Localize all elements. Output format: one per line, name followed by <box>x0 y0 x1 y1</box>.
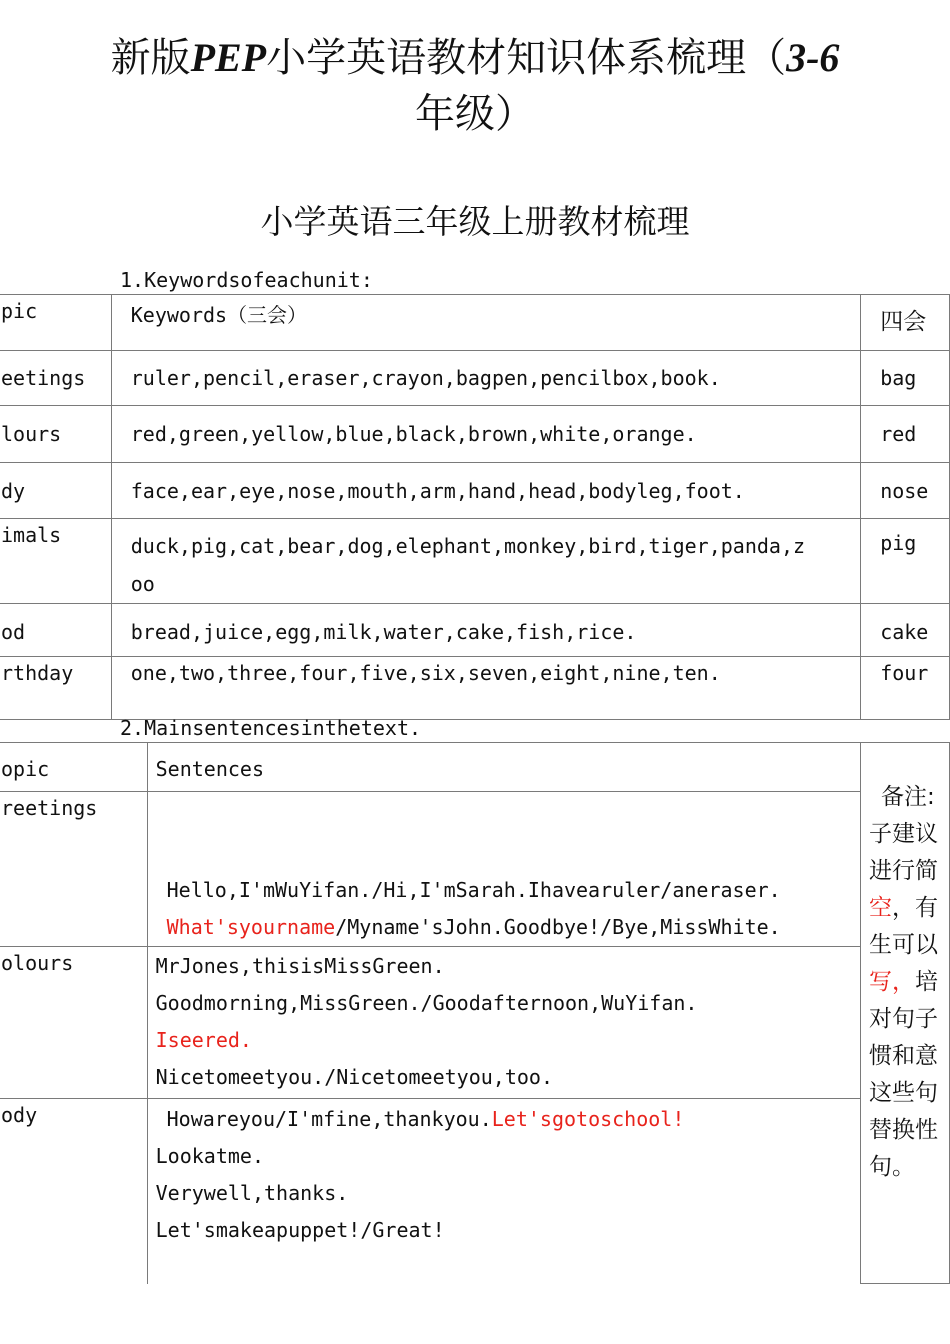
header-cell <box>861 295 950 351</box>
note-line: 替换性 <box>869 1117 939 1143</box>
row-four: red <box>880 422 917 446</box>
table-cell <box>861 351 950 406</box>
table-cell <box>111 519 860 604</box>
table-cell <box>0 947 147 1099</box>
table-cell <box>0 657 111 720</box>
table-row <box>0 792 950 947</box>
header-keywords: Keywords（三会） <box>130 303 308 327</box>
table-cell <box>0 1099 147 1284</box>
table-cell <box>147 947 860 1099</box>
table-cell <box>111 657 860 720</box>
sentence-line: Let'smakeapuppet!/Great! <box>155 1218 445 1242</box>
row-topic: od <box>1 620 26 644</box>
table-row <box>0 657 950 720</box>
row-topic: dy <box>1 479 26 503</box>
row-four: bag <box>880 366 917 390</box>
sentence-line: Nicetomeetyou./Nicetomeetyou,too. <box>155 1065 553 1089</box>
table-row <box>0 1099 950 1284</box>
table-cell <box>0 604 111 657</box>
row-keywords-wrap: oo <box>130 572 155 596</box>
sentence-line: Lookatme. <box>155 1144 264 1168</box>
note-line: ，有 <box>892 895 939 921</box>
sentence-highlight: Iseered. <box>155 1028 252 1052</box>
title-line-2: 年级） <box>415 91 535 137</box>
note-line: 备注: <box>881 784 943 810</box>
row-topic: imals <box>1 523 62 547</box>
sentence-highlight: What'syourname <box>166 915 336 939</box>
document-subtitle: 小学英语三年级上册教材梳理 <box>260 202 690 241</box>
header-cell <box>147 743 860 792</box>
sentence-highlight: Let'sgotoschool! <box>491 1107 685 1131</box>
table-cell <box>861 657 950 720</box>
row-four: nose <box>880 479 929 503</box>
header-cell <box>0 743 147 792</box>
sentence-line: Howareyou/I'mfine,thankyou. <box>166 1107 492 1131</box>
row-four: four <box>880 661 929 685</box>
row-topic: ody <box>1 1103 38 1127</box>
keywords-table <box>0 294 950 720</box>
row-keywords: face,ear,eye,nose,mouth,arm,hand,head,bodyleg,foot. <box>130 479 745 503</box>
row-topic: eetings <box>1 366 86 390</box>
table-cell <box>111 604 860 657</box>
note-line: 这些句 <box>869 1080 939 1106</box>
section-2-label: 2.Mainsentencesinthetext. <box>120 716 422 740</box>
table-cell <box>0 351 111 406</box>
table-row <box>0 406 950 463</box>
row-keywords: duck,pig,cat,bear,dog,elephant,monkey,bird,tiger,panda,z <box>130 534 806 558</box>
table-cell <box>147 1099 860 1284</box>
section-1-label: 1.Keywordsofeachunit: <box>120 268 373 292</box>
table-cell <box>0 792 147 947</box>
header-four-skills: 四会 <box>880 309 927 335</box>
table-cell <box>111 463 860 519</box>
note-line-highlight: 空 <box>869 895 893 921</box>
note-line: 惯和意 <box>869 1043 939 1069</box>
sentences-table <box>0 742 950 1284</box>
table-cell <box>861 463 950 519</box>
row-keywords: red,green,yellow,blue,black,brown,white,orange. <box>130 422 697 446</box>
note-line: 子建议 <box>869 821 939 847</box>
row-four: pig <box>880 531 917 555</box>
title-grades: 3-6 <box>786 35 840 80</box>
table-cell <box>861 406 950 463</box>
table-row <box>0 463 950 519</box>
table-cell <box>0 406 111 463</box>
table-cell <box>111 351 860 406</box>
note-line: 对句子 <box>869 1006 939 1032</box>
table-header-row <box>0 743 950 792</box>
table-cell <box>0 463 111 519</box>
table-row <box>0 947 950 1099</box>
header-cell <box>111 295 860 351</box>
sentence-line: Hello,I'mWuYifan./Hi,I'mSarah.Ihavearuler/aneraser. <box>166 878 781 902</box>
table-cell <box>861 604 950 657</box>
title-text-2: 小学英语教材知识体系梳理（ <box>266 35 787 81</box>
table-header-row <box>0 295 950 351</box>
row-topic: olours <box>1 951 74 975</box>
sentence-line: Goodmorning,MissGreen./Goodafternoon,WuYifan. <box>155 991 698 1015</box>
row-keywords: ruler,pencil,eraser,crayon,bagpen,pencilbox,book. <box>130 366 721 390</box>
header-topic: opic <box>1 757 50 781</box>
note-line: 生可以 <box>869 932 939 958</box>
note-line: 培 <box>915 969 939 995</box>
row-topic: reetings <box>1 796 98 820</box>
sentence-line: /Myname'sJohn.Goodbye!/Bye,MissWhite. <box>335 915 781 939</box>
header-cell <box>0 295 111 351</box>
row-topic: lours <box>1 422 62 446</box>
note-line: 进行简 <box>869 858 939 884</box>
title-text-1: 新版 <box>110 35 191 81</box>
row-keywords: bread,juice,egg,milk,water,cake,fish,rice. <box>130 620 637 644</box>
header-sentences: Sentences <box>155 757 264 781</box>
row-four: cake <box>880 620 929 644</box>
title-pep: PEP <box>190 35 267 80</box>
row-keywords: one,two,three,four,five,six,seven,eight,nine,ten. <box>130 661 721 685</box>
table-cell <box>0 519 111 604</box>
note-line-highlight: 写， <box>869 969 916 995</box>
sentence-line: Verywell,thanks. <box>155 1181 349 1205</box>
table-cell <box>147 792 860 947</box>
header-topic: pic <box>1 299 38 323</box>
table-row <box>0 519 950 604</box>
note-cell <box>861 743 950 1284</box>
note-line: 句。 <box>869 1154 916 1180</box>
sentence-line: MrJones,thisisMissGreen. <box>155 954 445 978</box>
document-title <box>60 30 890 142</box>
table-row <box>0 604 950 657</box>
table-cell <box>861 519 950 604</box>
row-topic: rthday <box>1 661 74 685</box>
note-text <box>861 743 949 1186</box>
table-row <box>0 351 950 406</box>
table-cell <box>111 406 860 463</box>
